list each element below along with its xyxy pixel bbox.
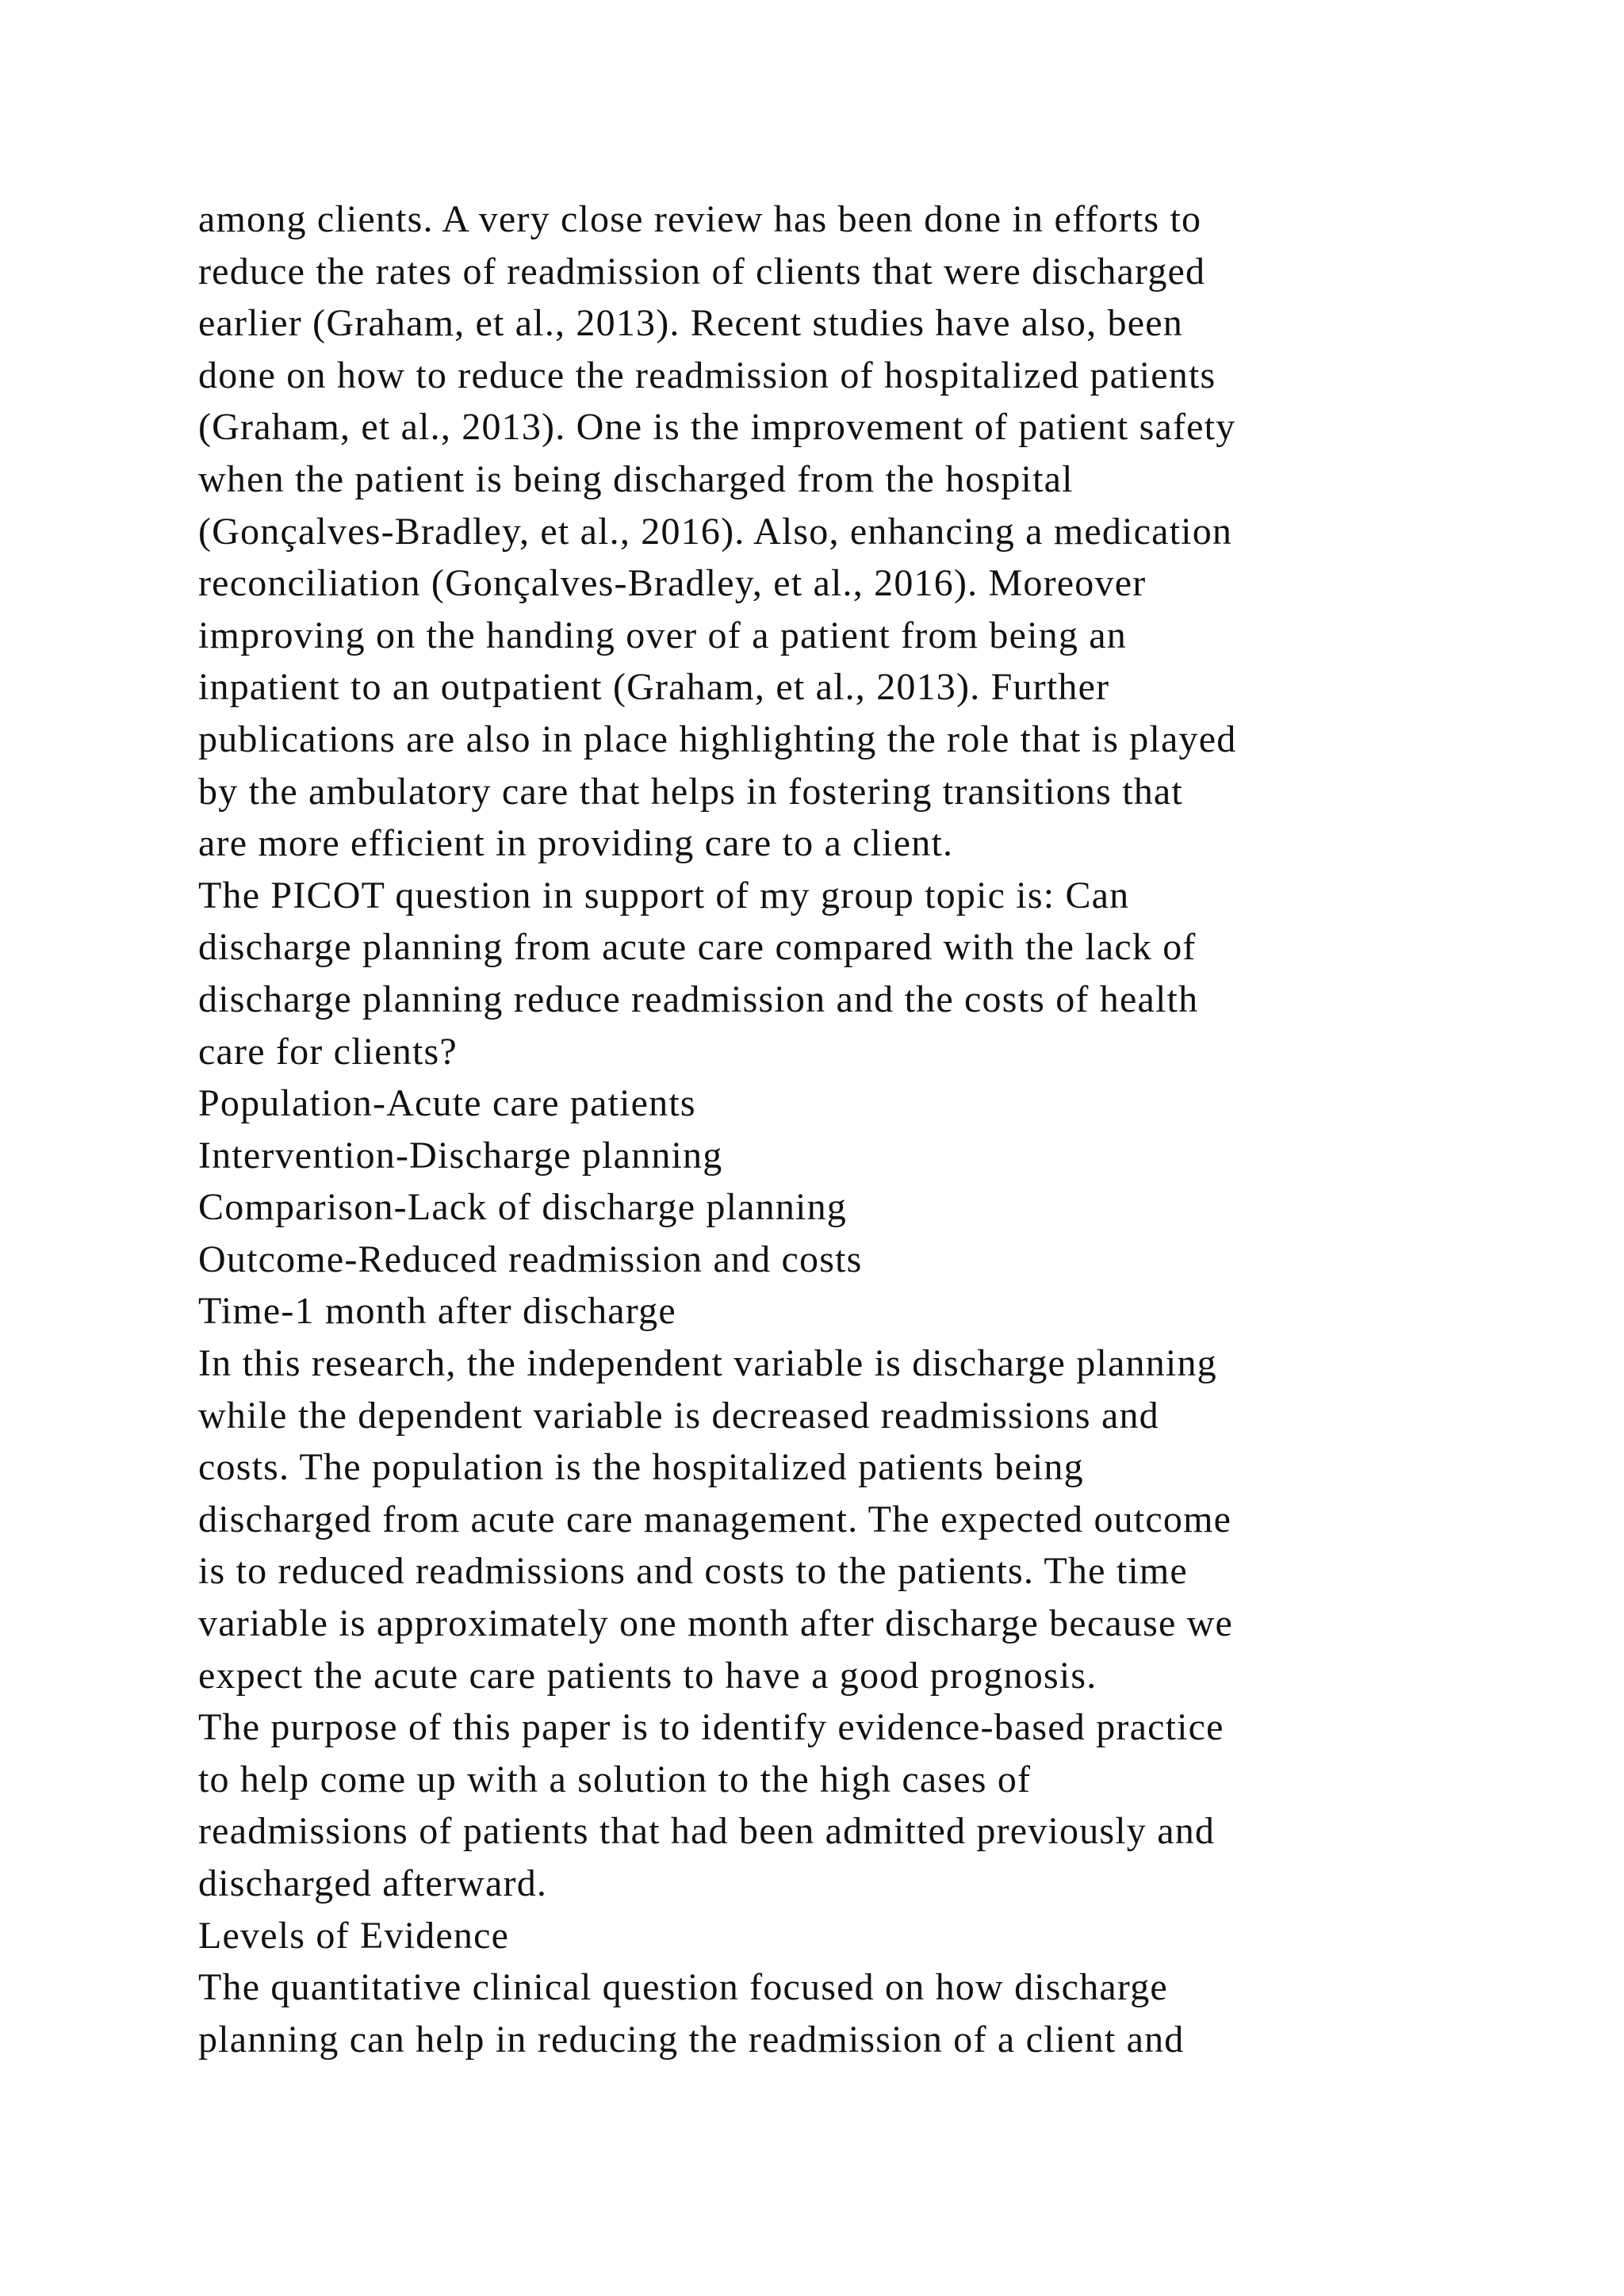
- text-line: among clients. A very close review has been done in efforts to: [198, 198, 1202, 240]
- text-line: discharged from acute care management. The expected outcome: [198, 1498, 1232, 1540]
- text-line: publications are also in place highlighting the role that is played: [198, 718, 1237, 760]
- text-line: discharged afterward.: [198, 1862, 548, 1904]
- text-line: is to reduced readmissions and costs to the patients. The time: [198, 1550, 1188, 1593]
- text-line: Comparison-Lack of discharge planning: [198, 1186, 847, 1229]
- text-line: expect the acute care patients to have a good prognosis.: [198, 1654, 1097, 1697]
- text-line: planning can help in reducing the readmission of a client and: [198, 2018, 1185, 2061]
- text-line: earlier (Graham, et al., 2013). Recent studies have also, been: [198, 302, 1183, 345]
- section-heading: Levels of Evidence: [198, 1914, 510, 1957]
- text-line: Outcome-Reduced readmission and costs: [198, 1238, 863, 1280]
- text-line: done on how to reduce the readmission of hospitalized patients: [198, 354, 1216, 396]
- text-line: The purpose of this paper is to identify evidence-based practice: [198, 1706, 1224, 1749]
- text-line: (Gonçalves-Bradley, et al., 2016). Also, enhancing a medication: [198, 510, 1233, 553]
- text-line: discharge planning reduce readmission and the costs of health: [198, 978, 1199, 1020]
- text-line: reduce the rates of readmission of clients that were discharged: [198, 250, 1206, 293]
- text-line: are more efficient in providing care to a client.: [198, 822, 954, 865]
- text-line: In this research, the independent variable is discharge planning: [198, 1342, 1217, 1385]
- text-line: variable is approximately one month after discharge because we: [198, 1602, 1234, 1645]
- text-line: Time-1 month after discharge: [198, 1290, 676, 1333]
- text-line: The quantitative clinical question focused on how discharge: [198, 1966, 1168, 2009]
- text-line: discharge planning from acute care compared with the lack of: [198, 926, 1197, 969]
- text-line: inpatient to an outpatient (Graham, et al., 2013). Further: [198, 666, 1110, 709]
- text-line: The PICOT question in support of my group topic is: Can: [198, 874, 1130, 916]
- text-line: Intervention-Discharge planning: [198, 1134, 723, 1177]
- text-line: costs. The population is the hospitalized patients being: [198, 1446, 1084, 1489]
- text-line: readmissions of patients that had been admitted previously and: [198, 1810, 1216, 1853]
- text-line: by the ambulatory care that helps in fostering transitions that: [198, 770, 1183, 813]
- document-text-body: [198, 193, 1546, 2065]
- text-line: (Graham, et al., 2013). One is the improvement of patient safety: [198, 406, 1236, 449]
- text-line: Population-Acute care patients: [198, 1082, 696, 1125]
- text-line: to help come up with a solution to the high cases of: [198, 1758, 1032, 1800]
- text-line: reconciliation (Gonçalves-Bradley, et al., 2016). Moreover: [198, 562, 1147, 605]
- text-line: while the dependent variable is decreased readmissions and: [198, 1394, 1159, 1437]
- text-line: improving on the handing over of a patient from being an: [198, 614, 1127, 656]
- text-line: care for clients?: [198, 1030, 458, 1073]
- text-line: when the patient is being discharged from the hospital: [198, 457, 1074, 500]
